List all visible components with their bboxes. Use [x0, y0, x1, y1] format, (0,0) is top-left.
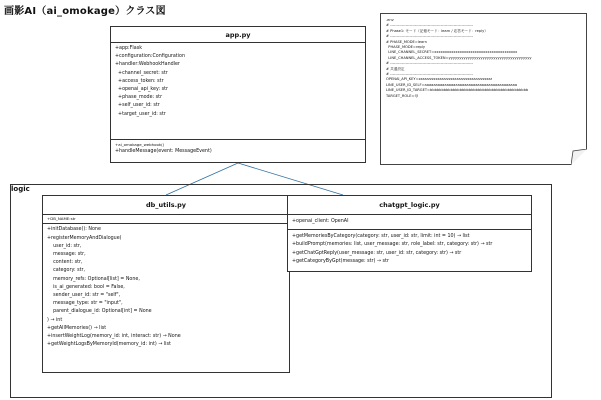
method: +getMemoriesByCategory(category: str, user_id: str, limit: int = 10) → list: [292, 234, 470, 240]
env-note: [380, 13, 587, 165]
note-line: PHASE_MODE=reply: [386, 45, 425, 50]
method: parent_dialogue_id: Optional[int] = None: [47, 309, 152, 315]
attribute: +app:Flask: [115, 46, 142, 51]
note-line: # Phase1: モード（記憶モード：learn / 応答モード：reply）: [386, 28, 488, 33]
method: +buildPrompt(memories: list, user_message: str, role_label: str, category: str) → str: [292, 242, 493, 248]
app-methods: [111, 140, 365, 159]
method: sender_user_id: str = "self",: [47, 293, 121, 299]
method: +registerMemoryAndDialogue(: [47, 235, 122, 241]
method: memory_refs: Optional[list] = None,: [47, 276, 140, 282]
attribute: +target_user_id: str: [115, 111, 166, 117]
app-class: [110, 26, 366, 163]
attribute: +openai_client: OpenAI: [292, 219, 349, 224]
method: ) → int: [47, 317, 63, 323]
note-line: # ----------------------------------------------------------------: [386, 61, 474, 66]
method: message: str,: [47, 252, 86, 258]
note-line: LINE_USER_ID_SELF=aaaaaaaaaaaaaaaaaaaaaaaaaaaaaaaaaaaaaaaaaa: [386, 82, 518, 87]
note-line: LINE_CHANNEL_ACCESS_TOKEN=yyyyyyyyyyyyyyyyyyyyyyyyyyyyyyyyyyyyyyy: [386, 55, 532, 60]
chatgpt-logic-attributes: [288, 215, 531, 230]
app-attributes: [111, 43, 365, 140]
db-utils-methods: [43, 224, 289, 351]
chatgpt-logic-class-name: chatgpt_logic.py: [288, 196, 531, 215]
attribute: +phase_mode: str: [115, 95, 163, 101]
chatgpt-logic-methods: [288, 230, 531, 269]
method: +ai_omokage_webhook(): [115, 142, 165, 147]
attribute: +access_token: str: [115, 78, 164, 84]
method: +insertWeightLog(memory_id: int, interact: str) → None: [47, 334, 181, 340]
method: category: str,: [47, 268, 85, 274]
db-utils-attributes: [43, 215, 289, 224]
attribute: +channel_secret: str: [115, 70, 168, 76]
note-line: # ----------------------------------------------------------------: [386, 34, 474, 39]
db-utils-class: [42, 195, 290, 373]
method: message_type: str = "input",: [47, 301, 123, 307]
note-line: # 共通設定: [386, 66, 405, 71]
note-line: # PHASE_MODE=learn: [386, 39, 427, 44]
method: +getCategoryByGpt(message: str) → str: [292, 258, 389, 264]
note-line: LINE_USER_ID_TARGET=bbbbbbbbbbbbbbbbbbbbbbbbbbbbbbbbbbbbbbbbbbb: [386, 88, 529, 93]
note-line: .env: [386, 18, 394, 22]
attribute: +configuration:Configuration: [115, 54, 185, 60]
note-line: # ----------------------------------------------------------------: [386, 72, 474, 77]
db-utils-class-name: db_utils.py: [43, 196, 289, 215]
attribute: +openai_api_key: str: [115, 87, 168, 93]
attribute: +handler:WebhookHandler: [115, 62, 180, 68]
note-line: TARGET_ROLE=母: [386, 93, 419, 98]
package-label: logic: [11, 185, 30, 193]
method: user_id: str,: [47, 243, 82, 249]
method: +getWeightLogsByMemoryId(memory_id: int) → list: [47, 342, 171, 348]
attribute: +DB_NAME:str: [47, 216, 76, 221]
diagram-title: 画影AI（ai_omokage）クラス図: [4, 6, 166, 17]
chatgpt-logic-class: [287, 195, 532, 272]
note-line: OPENAI_API_KEY=zzzzzzzzzzzzzzzzzzzzzzzzzzzzzzzzzzzzzzz: [386, 77, 493, 82]
method: +initDatabase(): None: [47, 227, 101, 233]
method: +handleMessage(event: MessageEvent): [115, 149, 212, 155]
attribute: +self_user_id: str: [115, 103, 160, 109]
method: content: str,: [47, 260, 83, 266]
method: +getChatGptReply(user_message: str, user_id: str, category: str) → str: [292, 250, 462, 256]
note-folded-corner: [571, 149, 588, 166]
note-line: # ----------------------------------------------------------------: [386, 23, 474, 28]
method: +getAllMemories() → list: [47, 325, 107, 331]
app-class-name: app.py: [111, 27, 365, 43]
method: is_ai_generated: bool = False,: [47, 284, 125, 290]
note-line: LINE_CHANNEL_SECRET=xxxxxxxxxxxxxxxxxxxxxxxxxxxxxxxxxxxxxxx: [386, 50, 518, 55]
